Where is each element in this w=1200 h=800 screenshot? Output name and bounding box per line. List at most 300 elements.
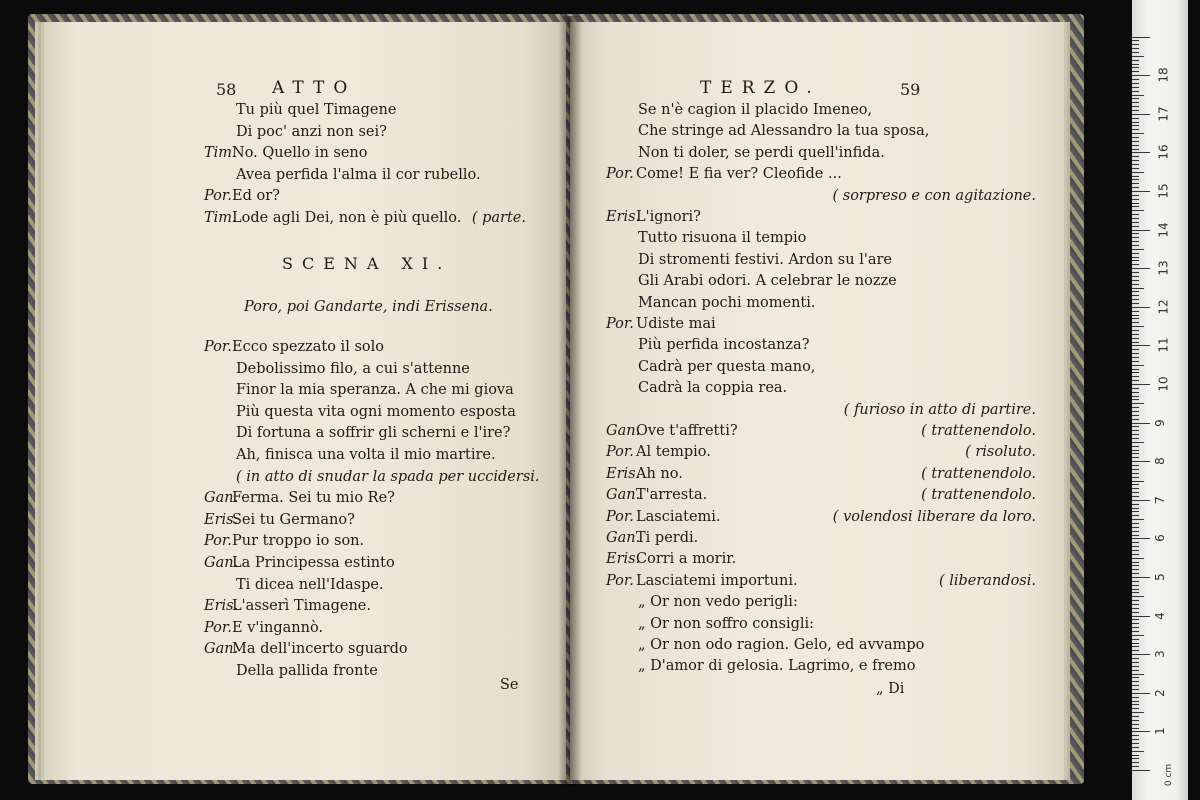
stage-direction: ( volendosi liberare da loro. [832,508,1036,525]
ruler-tick [1132,75,1150,76]
speaker-label: Eris. [606,465,641,482]
speaker-label: Por. [606,166,634,183]
ruler-tick [1132,95,1144,96]
ruler-tick [1132,616,1150,617]
verse-line: Ti dicea nell'Idaspe. [236,576,384,593]
ruler-tick [1132,708,1139,709]
ruler-tick [1132,226,1139,227]
ruler-tick [1132,639,1139,640]
ruler-tick [1132,299,1139,300]
left-page [44,22,566,780]
ruler-tick [1132,376,1139,377]
verse-line: Sei tu Germano? [232,511,355,528]
ruler-number: 4 [1152,611,1167,620]
ruler-tick [1132,137,1139,138]
verse-line: Ma dell'incerto sguardo [232,641,408,658]
ruler-tick [1132,237,1139,238]
ruler-tick [1132,631,1139,632]
ruler-number: 7 [1152,495,1167,504]
speaker-label: Eris. [204,598,239,615]
ruler-tick [1132,473,1139,474]
verse-line: La Principessa estinto [232,555,395,571]
verse-line: Ah no. [636,465,683,482]
verse-line: Più perfida incostanza? [638,337,810,354]
verse-line: Avea perfida l'alma il cor rubello. [236,166,481,183]
ruler-tick [1132,461,1150,462]
verse-line: Come! E fia ver? Cleofide ... [636,166,842,183]
ruler-tick [1132,361,1139,362]
ruler-tick [1132,44,1139,45]
ruler-tick [1132,349,1139,350]
ruler-tick [1132,554,1139,555]
ruler-tick [1132,504,1139,505]
ruler-tick [1132,253,1139,254]
ruler-tick [1132,369,1139,370]
ruler-tick [1132,608,1139,609]
ruler-tick [1132,450,1139,451]
ruler-tick [1132,650,1139,651]
speaker-label: Eris. [606,209,641,225]
ruler-tick [1132,704,1139,705]
ruler-number: 3 [1152,650,1167,659]
speaker-label: Por. [606,316,634,332]
ruler-tick [1132,515,1139,516]
ruler-tick [1132,442,1144,443]
ruler-tick [1132,492,1139,493]
verse-line: Ed or? [232,188,280,204]
ruler-tick [1132,156,1139,157]
left-page-header: ATTO [272,78,357,98]
ruler-tick [1132,720,1139,721]
ruler-tick [1132,646,1139,647]
ruler-tick [1132,303,1139,304]
stage-direction: ( risoluto. [965,444,1036,461]
ruler-tick [1132,550,1139,551]
ruler-tick [1132,384,1150,385]
ruler-tick [1132,272,1139,273]
stage-direction: ( trattenendolo. [921,423,1036,439]
ruler-tick [1132,172,1144,173]
ruler-tick [1132,465,1139,466]
ruler-tick [1132,52,1139,53]
ruler-tick [1132,318,1139,319]
ruler-tick [1132,322,1139,323]
ruler-tick [1132,291,1139,292]
ruler-tick [1132,129,1139,130]
speaker-label: Por. [606,508,634,525]
verse-line: Finor la mia speranza. A che mi giova [236,382,514,399]
ruler-tick [1132,681,1139,682]
speaker-label: Tim. [204,145,237,161]
ruler-tick [1132,619,1139,620]
ruler-tick [1132,83,1139,84]
ruler-tick [1132,488,1139,489]
ruler-tick [1132,164,1139,165]
verse-line: Al tempio. [636,444,711,461]
ruler-number: 15 [1156,183,1171,199]
speaker-label: Por. [606,572,634,589]
verse-line: Della pallida fronte [236,663,378,679]
ruler-tick [1132,770,1150,771]
verse-line: Se n'è cagion il placido Imeneo, [638,102,873,118]
ruler-unit-label: 0 cm [1164,763,1175,787]
ruler-tick [1132,743,1139,744]
speaker-label: Por. [204,619,232,636]
ruler-tick [1132,392,1139,393]
ruler-tick [1132,311,1139,312]
ruler-tick [1132,191,1150,192]
ruler-tick [1132,257,1139,258]
verse-line: Più questa vita ogni momento esposta [236,403,516,420]
ruler-number: 17 [1156,106,1171,122]
speaker-label: Gan. [204,641,239,658]
ruler-tick [1132,249,1144,250]
ruler-tick [1132,372,1139,373]
ruler-tick [1132,496,1139,497]
speaker-label: Por. [606,444,634,461]
ruler-tick [1132,438,1139,439]
ruler-tick [1132,701,1139,702]
ruler-tick [1132,538,1150,539]
ruler-tick [1132,98,1139,99]
verse-line: Mancan pochi momenti. [638,294,816,311]
ruler-tick [1132,56,1144,57]
ruler-tick [1132,751,1144,752]
verse-line: Udiste mai [636,316,716,332]
verse-line: Ove t'affretti? [636,423,738,439]
ruler-tick [1132,627,1139,628]
ruler-tick [1132,195,1139,196]
verse-line: Ah, finisca una volta il mio martire. [236,447,496,463]
verse-line: Cadrà per questa mano, [638,358,816,375]
ruler-tick [1132,396,1139,397]
ruler-tick [1132,264,1139,265]
ruler-tick [1132,125,1139,126]
ruler-tick [1132,365,1144,366]
right-page-number: 59 [900,80,921,99]
ruler-tick [1132,203,1139,204]
speaker-label: Gan. [204,555,239,571]
ruler-tick [1132,334,1139,335]
ruler-tick [1132,102,1139,103]
measuring-ruler [1132,0,1188,800]
ruler-tick [1132,577,1150,578]
verse-line: „ Or non soffro consigli: [638,615,815,632]
right-page [570,22,1064,780]
ruler-tick [1132,210,1144,211]
ruler-tick [1132,284,1139,285]
ruler-tick [1132,604,1139,605]
verse-line: Di fortuna a soffrir gli scherni e l'ire? [236,425,511,442]
ruler-tick [1132,724,1139,725]
ruler-number: 10 [1156,376,1171,392]
stage-direction: ( parte. [471,209,526,226]
verse-line: No. Quello in seno [232,145,368,161]
ruler-tick [1132,288,1144,289]
left-catchword: Se [500,677,519,693]
stage-direction: ( liberandosi. [938,572,1036,589]
ruler-tick [1132,477,1139,478]
ruler-tick [1132,666,1139,667]
ruler-tick [1132,118,1139,119]
ruler-tick [1132,307,1150,308]
speaker-label: Gan. [606,530,641,546]
speaker-label: Por. [204,533,232,550]
ruler-tick [1132,179,1139,180]
verse-line: „ Or non odo ragion. Gelo, ed avvampo [638,637,925,653]
ruler-tick [1132,581,1139,582]
right-catchword: „ Di [876,681,905,697]
ruler-tick [1132,662,1139,663]
ruler-tick [1132,758,1139,759]
stage-direction: ( in atto di snudar la spada per uccidersi. [236,468,540,485]
ruler-tick [1132,160,1139,161]
ruler-tick [1132,658,1139,659]
book-spine [558,16,582,786]
verse-line: Lasciatemi. [636,508,721,525]
ruler-tick [1132,677,1139,678]
ruler-tick [1132,357,1139,358]
verse-line: Pur troppo io son. [232,533,365,550]
ruler-tick [1132,612,1139,613]
verse-line: Di stromenti festivi. Ardon su l'are [638,251,892,268]
ruler-tick [1132,747,1139,748]
ruler-tick [1132,149,1139,150]
ruler-tick [1132,426,1139,427]
ruler-number: 12 [1156,299,1171,315]
ruler-tick [1132,222,1139,223]
ruler-tick [1132,64,1139,65]
ruler-tick [1132,523,1139,524]
ruler-tick [1132,546,1139,547]
ruler-tick [1132,67,1139,68]
ruler-tick [1132,565,1139,566]
ruler-tick [1132,689,1139,690]
ruler-tick [1132,623,1139,624]
verse-line: Ferma. Sei tu mio Re? [232,490,395,507]
ruler-tick [1132,766,1139,767]
ruler-tick [1132,457,1139,458]
ruler-tick [1132,407,1139,408]
ruler-tick [1132,338,1139,339]
ruler-tick [1132,40,1139,41]
verse-line: Cadrà la coppia rea. [638,380,788,397]
ruler-tick [1132,268,1150,269]
ruler-number: 16 [1156,144,1171,161]
ruler-tick [1132,415,1139,416]
ruler-tick [1132,183,1139,184]
ruler-tick [1132,562,1139,563]
ruler-tick [1132,114,1150,115]
ruler-tick [1132,326,1144,327]
ruler-tick [1132,187,1139,188]
ruler-tick [1132,152,1150,153]
speaker-label: Por. [204,339,232,355]
scene-characters: Poro, poi Gandarte, indi Erissena. [244,299,493,315]
stage-direction: ( trattenendolo. [921,487,1036,504]
ruler-tick [1132,110,1139,111]
ruler-tick [1132,712,1144,713]
ruler-tick [1132,411,1139,412]
verse-line: T'arresta. [636,487,708,504]
ruler-tick [1132,87,1139,88]
verse-line: Non ti doler, se perdi quell'infida. [638,144,885,161]
ruler-tick [1132,353,1139,354]
verse-line: Ti perdi. [636,530,699,546]
ruler-tick [1132,199,1139,200]
ruler-tick [1132,731,1150,732]
ruler-tick [1132,214,1139,215]
ruler-number: 13 [1156,260,1171,276]
ruler-tick [1132,446,1139,447]
ruler-tick [1132,500,1150,501]
ruler-tick [1132,399,1139,400]
ruler-number: 5 [1152,573,1167,581]
speaker-label: Gan. [606,487,641,504]
ruler-tick [1132,635,1144,636]
verse-line: L'asserì Timagene. [232,598,371,615]
speaker-label: Eris. [204,511,239,528]
ruler-tick [1132,569,1139,570]
ruler-tick [1132,168,1139,169]
ruler-tick [1132,697,1139,698]
speaker-label: Gan. [606,423,641,439]
ruler-tick [1132,531,1139,532]
ruler-number: 6 [1152,534,1167,543]
ruler-tick [1132,739,1139,740]
ruler-number: 11 [1156,337,1171,354]
ruler-tick [1132,484,1139,485]
ruler-tick [1132,434,1139,435]
ruler-tick [1132,585,1139,586]
verse-line: „ Or non vedo perigli: [638,594,798,611]
ruler-tick [1132,453,1139,454]
ruler-tick [1132,508,1139,509]
ruler-tick [1132,755,1139,756]
ruler-tick [1132,589,1139,590]
verse-line: „ D'amor di gelosia. Lagrimo, e fremo [638,658,916,675]
ruler-tick [1132,71,1139,72]
scene-title: SCENA XI. [282,254,452,273]
verse-line: Ecco spezzato il solo [232,339,384,355]
ruler-number: 1 [1152,727,1167,736]
ruler-tick [1132,654,1150,655]
ruler-tick [1132,91,1139,92]
ruler-tick [1132,388,1139,389]
verse-line: Di poc' anzi non sei? [236,123,387,140]
ruler-tick [1132,558,1144,559]
ruler-tick [1132,230,1150,231]
ruler-tick [1132,728,1139,729]
ruler-tick [1132,469,1139,470]
ruler-tick [1132,685,1139,686]
verse-line: Lode agli Dei, non è più quello. [232,209,462,226]
ruler-tick [1132,511,1139,512]
verse-line: Debolissimo filo, a cui s'attenne [236,360,470,377]
ruler-tick [1132,423,1150,424]
ruler-tick [1132,674,1144,675]
ruler-tick [1132,592,1139,593]
ruler-tick [1132,79,1139,80]
ruler-number: 9 [1152,418,1167,427]
ruler-tick [1132,693,1150,694]
ruler-tick [1132,643,1139,644]
stage-direction: ( furioso in atto di partire. [843,401,1036,418]
verse-line: Tu più quel Timagene [236,102,397,118]
speaker-label: Eris. [606,551,641,568]
ruler-tick [1132,206,1139,207]
ruler-tick [1132,519,1144,520]
ruler-tick [1132,535,1139,536]
ruler-tick [1132,276,1139,277]
speaker-label: Por. [204,188,232,204]
ruler-number: 14 [1156,221,1171,238]
verse-line: E v'ingannò. [232,619,324,636]
ruler-tick [1132,245,1139,246]
ruler-tick [1132,233,1139,234]
stage-direction: ( sorpreso e con agitazione. [832,187,1036,204]
speaker-label: Tim. [204,209,237,226]
ruler-tick [1132,542,1139,543]
ruler-tick [1132,735,1139,736]
ruler-tick [1132,419,1139,420]
ruler-tick [1132,106,1139,107]
ruler-tick [1132,60,1139,61]
ruler-tick [1132,573,1139,574]
ruler-tick [1132,596,1144,597]
ruler-tick [1132,342,1139,343]
ruler-tick [1132,260,1139,261]
right-page-header: TERZO. [700,78,821,98]
ruler-tick [1132,218,1139,219]
ruler-tick [1132,122,1139,123]
ruler-tick [1132,141,1139,142]
ruler-tick [1132,403,1144,404]
ruler-tick [1132,37,1150,38]
ruler-tick [1132,430,1139,431]
ruler-tick [1132,670,1139,671]
ruler-tick [1132,380,1139,381]
ruler-tick [1132,48,1139,49]
speaker-label: Gan. [204,490,239,507]
ruler-tick [1132,145,1139,146]
ruler-tick [1132,133,1144,134]
ruler-tick [1132,716,1139,717]
verse-line: Tutto risuona il tempio [638,230,807,247]
ruler-tick [1132,527,1139,528]
ruler-number: 18 [1156,67,1171,83]
ruler-tick [1132,241,1139,242]
left-page-number: 58 [216,80,237,99]
verse-line: Gli Arabi odori. A celebrar le nozze [638,273,897,290]
verse-line: Corri a morir. [636,551,737,568]
stage-direction: ( trattenendolo. [921,465,1036,482]
ruler-number: 8 [1152,457,1167,466]
ruler-tick [1132,762,1139,763]
ruler-tick [1132,330,1139,331]
ruler-number: 2 [1152,688,1167,697]
ruler-tick [1132,176,1139,177]
ruler-tick [1132,295,1139,296]
ruler-tick [1132,280,1139,281]
ruler-tick [1132,315,1139,316]
ruler-tick [1132,345,1150,346]
ruler-tick [1132,481,1144,482]
verse-line: Che stringe ad Alessandro la tua sposa, [638,123,930,140]
verse-line: L'ignori? [636,209,701,225]
verse-line: Lasciatemi importuni. [636,572,798,589]
ruler-tick [1132,600,1139,601]
